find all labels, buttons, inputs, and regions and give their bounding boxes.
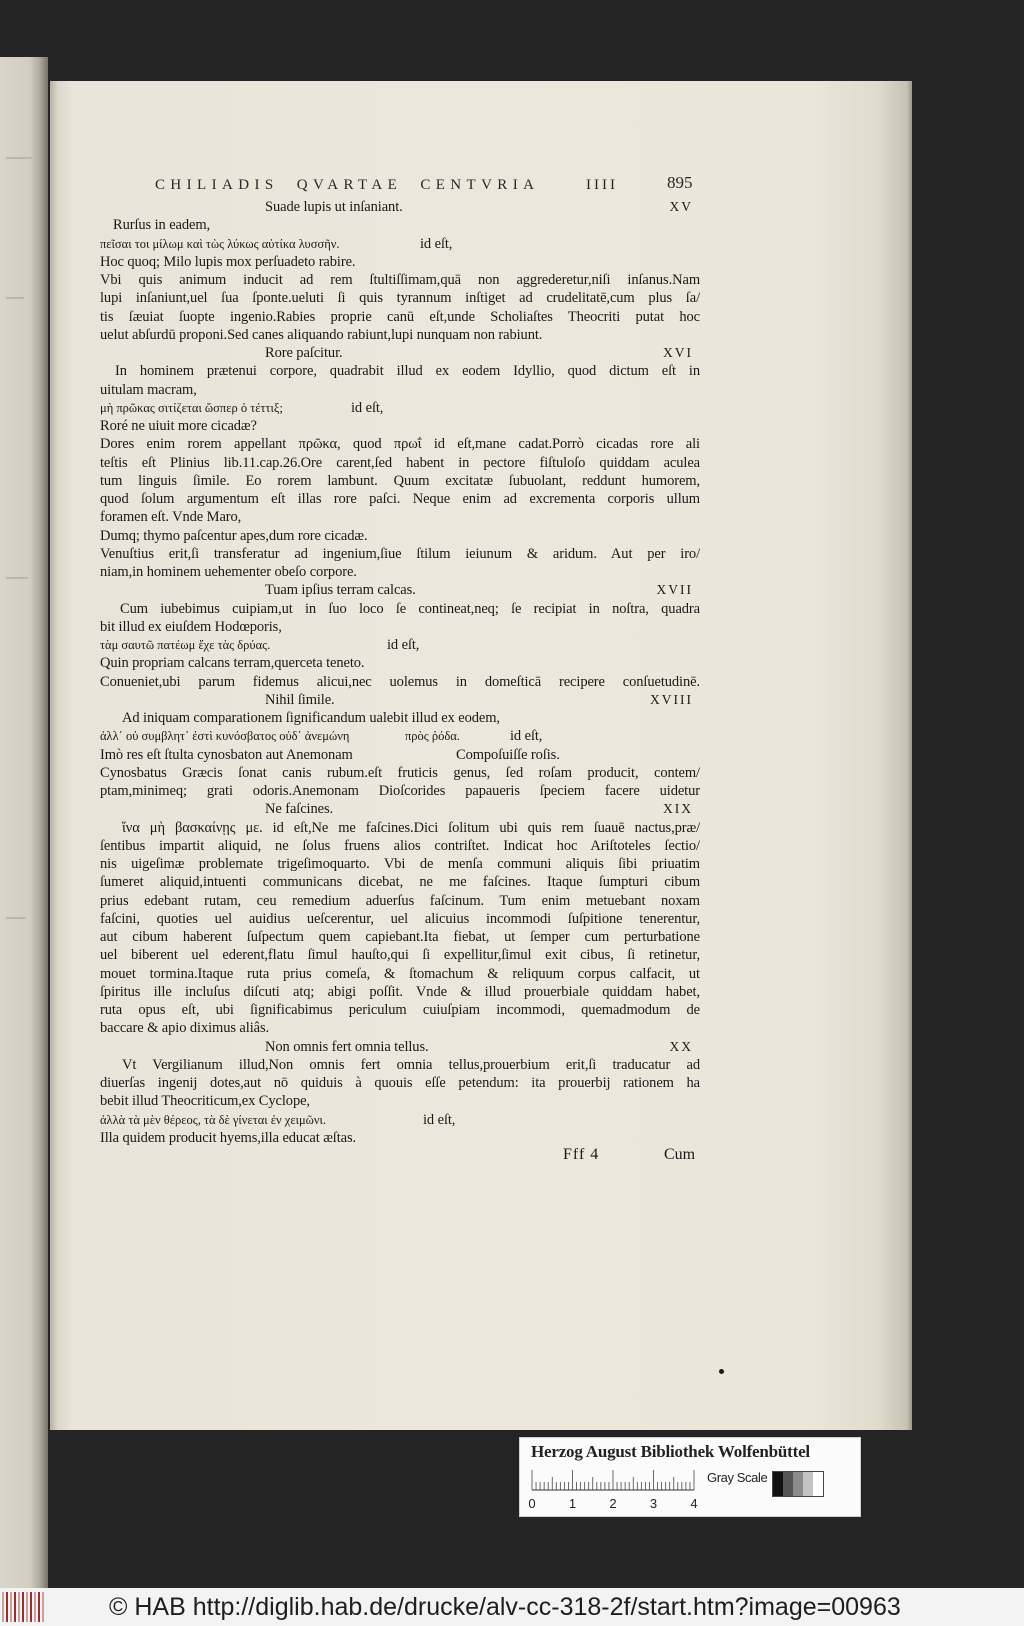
greek-quotation: πεῖσαι τοι μίλωμ καὶ τὼς λύκως αὐτίκα λυσσῆν. [100,236,340,251]
adage-heading [100,691,700,709]
text-line: ἵνα μὴ βασκαίνῃς με. id eſt,Ne me faſcines.Dici ſolitum ubi quis rem ſuauē nactus,præ/ [122,819,700,836]
gloss-marker: id eſt, [351,399,384,416]
gray-patch [783,1472,793,1496]
gloss-marker: id eſt, [423,1111,456,1128]
adage-number: XVIII [650,691,693,707]
text-line: ſentibus impartit aliquid, ne ſolus fruens alios contriſtet. Indicat hoc Ariſtoteles ſectio/ [100,837,700,854]
gray-scale-swatch [772,1471,824,1497]
centimeter-ruler [528,1466,700,1492]
adage-number: XVI [663,345,693,360]
greek-quotation: ἀλλὰ τὰ μὲν θέρεος, τὰ δὲ γίνεται ἐν χειμῶνι. [100,1112,327,1127]
adage-title: Nihil ſimile. [265,691,335,708]
text-line: Rurſus in eadem, [113,217,211,234]
text-line: baccare & apio diximus aliâs. [100,1020,270,1037]
ruler-number: 1 [568,1496,577,1511]
ruler-number: 0 [528,1496,536,1511]
text-line: ptam,minimeq; grati odoris.Anemonam Dioſcorides papaueris ſpeciem facere uidetur [100,783,700,799]
gray-patch [803,1472,813,1496]
text-line: Cum iubebimus cuipiam,ut in ſuo loco ſe contineat,neq; ſe recipiat in noſtra, quadra [120,600,700,617]
text-line: Hoc quoq; Milo lupis mox perſuadeto rabire. [100,253,356,270]
ink-dot [719,1369,724,1374]
text-line: tum linguis ſimile. Eo rorem lambunt. Quum excitatæ ſubuolant, reddunt humorem, [100,472,700,489]
adage-title: Suade lupis ut inſaniant. [265,199,403,215]
color-target-card [519,1437,861,1517]
text-line: mouet tormina.Itaque ruta prius comeſa, & ſtomachum & reliquum corpus calfacit, ut [100,965,700,982]
text-line: uel biberent uel ederent,flatu ſimul hauſto,qui ſi expellitur,ſimul exit cibus, ſi retinetur, [100,947,700,964]
ruler-number: 3 [649,1496,658,1511]
facing-page-text-trace [6,157,32,159]
text-line: In hominem prætenui corpore, quadrabit illud ex eodem Idyllio, quod dictum eſt in [115,363,700,380]
text-line: ruta opus eſt, ubi ſignificabimus periculum cuiuſpiam incommodi, quemadmodum de [100,1002,700,1018]
folio-number: 895 [667,173,693,192]
facing-page-text-trace [6,577,28,579]
ruler-number: 4 [690,1496,698,1511]
adage-heading [100,198,700,216]
text-line: diuerſas ingenij dotes,aut nō quiduis à quouis eſſe petendum: ita prouerbij rationem ha [100,1075,700,1091]
gloss-marker: id eſt, [510,728,543,745]
gloss-marker: id eſt, [420,235,453,252]
text-line: Conueniet,ubi parum fidemus alicui,nec uolemus in domeſticā recipere conſuetudinē. [100,673,700,690]
greek-verse-line [100,1111,700,1129]
text-line: Illa quidem producit hyems,illa educat æſtas. [100,1129,357,1146]
text-line: Dumq; thymo paſcentur apes,dum rore cicadæ. [100,527,368,544]
greek-verse-line [100,727,700,745]
text-line: ſumeret aliquid,intuenti communicans dicebat, ne me faſcines. Itaque ſumpturi cibum [100,874,700,891]
text-line: Cynosbatus Græcis ſonat canis rubum.eſt fruticis genus, ſed roſam producit, contem/ [100,764,700,781]
greek-quotation: μὴ πρῶκας σιτίζεται ὥσπερ ὁ τέττιξ; [100,400,283,415]
greek-quotation: ἀλλ᾽ οὐ συμβλητ᾽ ἐστὶ κυνόσβατος οὐδ᾽ ἀνεμώνη [100,729,350,744]
text-line: niam,in hominem uehementer obeſo corpore. [100,564,357,580]
text-line: Roré ne uiuit more cicadæ? [100,418,257,434]
text-line: Dores enim rorem appellant πρῶκα, quod πρωΐ id eſt,mane cadat.Porrò cicadas rore ali [100,436,700,453]
verse-first-half: Imò res eſt ſtulta cynosbaton aut Anemonam [100,746,353,763]
adage-heading [100,1038,700,1056]
footer-bar [0,1588,1024,1626]
catchword: Cum [664,1146,696,1163]
text-line: teſtis eſt Plinius lib.11.cap.26.Ore carent,ſed habent in pectore fiſtuloſo quiddam aculea [100,454,700,471]
text-line: uelut abſurdū proponi.Sed canes aliquando rabiunt,lupi nunquam non rabiunt. [100,326,543,343]
text-line: foramen eſt. Vnde Maro, [100,509,242,526]
adage-number: XIX [663,801,693,817]
adage-title: Rore paſcitur. [265,345,343,361]
text-line: aut cibum haberent ſuſpectum quem capiebant.Ita fiebat, ut ſemper cum perturbatione [100,929,700,945]
adage-number: XX [669,1038,693,1054]
text-line: faſcini, quoties uel auidius ueſcerentur, uel alicuius incommodi ſuſpitione tenerentur, [100,910,700,927]
gray-patch [773,1472,783,1496]
text-line: quod ſolum argumentum eſt illas rore paſci. Neque enim ad excrementa corporis ullum [100,491,700,507]
source-credit: © HAB http://diglib.hab.de/drucke/alv-cc-318-2f/start.htm?image=00963 [109,1593,901,1621]
gray-patch [793,1472,803,1496]
verse-translation-line [100,746,700,764]
adage-title: Non omnis fert omnia tellus. [265,1038,429,1055]
adage-title: Ne faſcines. [265,801,334,818]
text-line: lupi inſaniunt,uel ſua ſponte.ueluti ſi quis tyrannum inſtiget ad crudelitatē,cum plus ſa/ [100,290,700,307]
book-page [50,81,912,1430]
institution-name: Herzog August Bibliothek Wolfenbüttel [531,1442,810,1461]
gray-patch [813,1472,823,1496]
signature-mark: Fff 4 [563,1146,600,1163]
text-line: Ad iniquam comparationem ſignificandum ualebit illud ex eodem, [122,710,500,726]
verse-second-half: Compoſuiſſe roſis. [456,746,560,763]
facing-page-text-trace [6,297,24,299]
text-line: uitulam macram, [100,381,197,398]
text-line: bit illud ex eiuſdem Hodœporis, [100,618,282,635]
running-head: CHILIADIS QVARTAE CENTVRIA [155,177,540,193]
adage-heading [100,344,700,362]
greek-verse-line [100,636,700,654]
greek-verse-line [100,235,700,253]
facing-page-edge [0,57,48,1588]
text-line: tis ſæuiat ſuopte ingenio.Rabies proprie canū eſt,unde Scholiaſtes Theocriti putat hoc [100,308,700,325]
text-line: bebit illud Theocriticum,ex Cyclope, [100,1093,310,1110]
greek-quotation-end: πρὸς ῥόδα. [405,729,460,744]
adage-number: XVII [656,582,693,598]
facing-page-text-trace [6,917,26,919]
greek-verse-line [100,399,700,417]
text-column [100,198,700,1147]
adage-heading [100,800,700,818]
text-line: Vbi quis animum inducit ad rem ſtultiſſimam,quā non aggrederetur,niſi inſanus.Nam [100,272,700,288]
adage-heading [100,581,700,599]
greek-quotation: τὰμ σαυτῶ πατέωμ ἔχε τὰς δρύας. [100,638,271,652]
text-line: Quin propriam calcans terram,querceta teneto. [100,655,365,672]
text-line: prius edebant rutam, ceu remedium aduerſus faſcinum. Tum enim metuebant noxam [100,892,700,909]
text-line: nis uigeſimæ problemate trigeſimoquarto. Vbi de menſa communi aliquis ſibi priuatim [100,856,700,872]
text-line: ſpiritus ille incluſus diſcuti atq; abigi poſſit. Vnde & illud prouerbiale quiddam habet, [100,983,700,1000]
text-line: Venuſtius erit,ſi transferatur ad ingenium,ſiue ſtilum ieiunum & aridum. Aut per iro/ [100,545,700,562]
gray-scale-label: Gray Scale [707,1470,768,1485]
running-head-centuria-number: IIII [586,177,618,193]
text-line: Vt Vergilianum illud,Non omnis fert omnia tellus,prouerbium erit,ſi traducatur ad [122,1056,700,1073]
ruler-number: 2 [609,1496,617,1511]
adage-number: XV [669,199,693,214]
adage-title: Tuam ipſius terram calcas. [265,582,416,599]
hab-barcode-logo-icon [2,1592,46,1622]
gloss-marker: id eſt, [387,637,420,653]
